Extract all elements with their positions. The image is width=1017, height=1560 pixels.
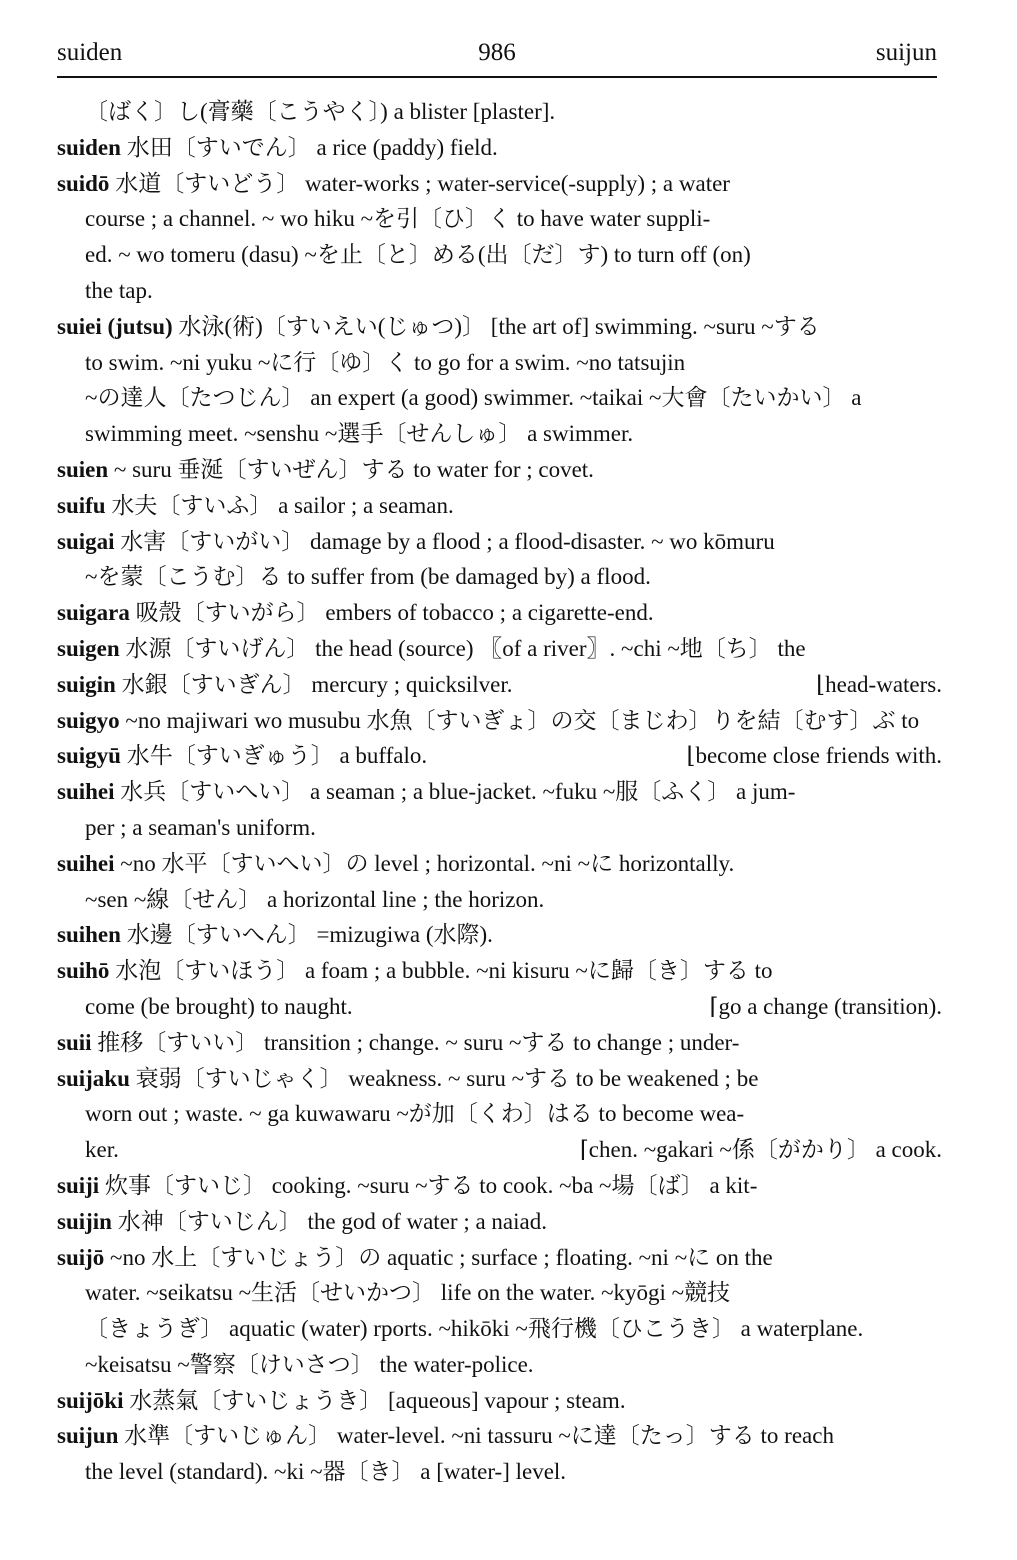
definition-text: 水銀〔すいぎん〕 mercury ; quicksilver. <box>115 671 513 697</box>
dictionary-entry-line <box>57 953 942 989</box>
definition-text: 〔きょうぎ〕 aquatic (water) rports. ~hikōki ~飛行機〔ひこうき〕 a waterplane. <box>85 1316 864 1342</box>
definition-text: 水邊〔すいへん〕 =mizugiwa (水際). <box>120 922 493 948</box>
definition-text: 水神〔すいじん〕 the god of water ; a naiad. <box>111 1208 547 1234</box>
definition-text: ~の達人〔たつじん〕 an expert (a good) swimmer. ~taikai ~大會〔たいかい〕 a <box>85 385 862 411</box>
dictionary-entry-line <box>57 1240 942 1276</box>
dictionary-entry-line <box>57 595 942 631</box>
page-number: 986 <box>478 39 516 66</box>
dictionary-entry-line <box>57 452 942 488</box>
headword: suiden <box>57 134 121 160</box>
continuation-line <box>57 94 942 130</box>
definition-text: ker. <box>85 1137 119 1163</box>
continuation-line <box>57 1275 942 1311</box>
definition-text: ~を蒙〔こうむ〕る to suffer from (be damaged by) a flood. <box>85 564 651 590</box>
header-first-word: suiden <box>57 39 123 66</box>
headword: suigai <box>57 528 115 554</box>
definition-text: to swim. ~ni yuku ~に行〔ゆ〕く to go for a swim. ~no tatsujin <box>85 349 686 375</box>
headword: suijō <box>57 1244 105 1270</box>
continuation-line <box>57 237 942 273</box>
headword: suiji <box>57 1172 100 1198</box>
definition-text: 水蒸氣〔すいじょうき〕 [aqueous] vapour ; steam. <box>123 1387 626 1413</box>
headword: suijun <box>57 1423 119 1449</box>
headword: suigyo <box>57 707 120 733</box>
definition-text: 水兵〔すいへい〕 a seaman ; a blue-jacket. ~fuku ~服〔ふく〕 a jum- <box>114 779 796 805</box>
definition-text: come (be brought) to naught. <box>85 993 353 1019</box>
definition-text: water. ~seikatsu ~生活〔せいかつ〕 life on the water. ~kyōgi ~競技 <box>85 1280 731 1306</box>
headword: suifu <box>57 492 106 518</box>
wrapped-fragment: ⌈go a change (transition). <box>709 993 942 1019</box>
continuation-line <box>57 380 942 416</box>
headword: suigen <box>57 635 120 661</box>
continuation-line <box>57 416 942 452</box>
continuation-line <box>57 1132 942 1168</box>
wrapped-fragment: ⌈chen. ~gakari ~係〔がかり〕 a cook. <box>579 1137 942 1163</box>
definition-text: ~ suru 垂涎〔すいぜん〕する to water for ; covet. <box>108 456 594 482</box>
definition-text: the level (standard). ~ki ~器〔き〕 a [water-] level. <box>85 1459 567 1485</box>
dictionary-entry-line <box>57 166 942 202</box>
dictionary-entry-line <box>57 1204 942 1240</box>
continuation-line <box>57 345 942 381</box>
definition-text: 推移〔すいい〕 transition ; change. ~ suru ~する to change ; under- <box>91 1029 740 1055</box>
dictionary-entry-line <box>57 309 942 345</box>
definition-text: 吸殼〔すいがら〕 embers of tobacco ; a cigarette-end. <box>129 600 654 626</box>
dictionary-entries <box>57 94 942 1490</box>
definition-text: ~sen ~線〔せん〕 a horizontal line ; the horizon. <box>85 886 545 912</box>
continuation-line <box>57 1311 942 1347</box>
headword: suijōki <box>57 1387 124 1413</box>
definition-text: 水泡〔すいほう〕 a foam ; a bubble. ~ni kisuru ~に歸〔き〕する to <box>109 958 773 984</box>
dictionary-entry-line <box>57 488 942 524</box>
definition-text: 水道〔すいどう〕 water-works ; water-service(-supply) ; a water <box>109 170 730 196</box>
continuation-line <box>57 559 942 595</box>
continuation-line <box>57 1454 942 1490</box>
headword: suihen <box>57 922 121 948</box>
dictionary-entry-line <box>57 524 942 560</box>
continuation-line <box>57 882 942 918</box>
definition-text: ed. ~ wo tomeru (dasu) ~を止〔と〕める(出〔だ〕す) to turn off (on) <box>85 242 751 268</box>
dictionary-entry-line <box>57 1383 942 1419</box>
definition-text: ~keisatsu ~警察〔けいさつ〕 the water-police. <box>85 1351 534 1377</box>
definition-text: course ; a channel. ~ wo hiku ~を引〔ひ〕く to have water suppli- <box>85 206 711 232</box>
dictionary-entry-line <box>57 1061 942 1097</box>
wrapped-fragment: ⌊become close friends with. <box>686 743 942 769</box>
definition-text: swimming meet. ~senshu ~選手〔せんしゅ〕 a swimmer. <box>85 421 634 447</box>
headword: suihō <box>57 958 110 984</box>
headword: suigin <box>57 671 116 697</box>
continuation-line <box>57 989 942 1025</box>
header-last-word: suijun <box>875 39 937 66</box>
headword: suigyū <box>57 743 121 769</box>
definition-text: 水害〔すいがい〕 damage by a flood ; a flood-disaster. ~ wo kōmuru <box>114 528 775 554</box>
definition-text: ~no majiwari wo musubu 水魚〔すいぎょ〕の交〔まじわ〕りを結〔むす〕ぶ to <box>119 707 920 733</box>
definition-text: 水牛〔すいぎゅう〕 a buffalo. <box>120 743 428 769</box>
dictionary-entry-line <box>57 1025 942 1061</box>
dictionary-entry-line <box>57 738 942 774</box>
headword: suidō <box>57 170 110 196</box>
wrapped-fragment: ⌊head-waters. <box>816 671 942 697</box>
page-header <box>57 36 937 78</box>
definition-text: 水源〔すいげん〕 the head (source) 〖of a river〗. ~chi ~地〔ち〕 the <box>119 635 806 661</box>
headword: suihei <box>57 779 115 805</box>
definition-text: 炊事〔すいじ〕 cooking. ~suru ~する to cook. ~ba ~場〔ば〕 a kit- <box>99 1172 758 1198</box>
definition-text: 〔ばく〕し(膏藥〔こうやく〕) a blister [plaster]. <box>85 99 556 124</box>
dictionary-entry-line <box>57 1168 942 1204</box>
definition-text: 水田〔すいでん〕 a rice (paddy) field. <box>120 134 498 160</box>
headword: suigara <box>57 600 130 626</box>
definition-text: ~no 水平〔すいへい〕の level ; horizontal. ~ni ~に horizontally. <box>114 850 735 876</box>
headword: suii <box>57 1029 92 1055</box>
dictionary-entry-line <box>57 631 942 667</box>
headword: suihei <box>57 850 115 876</box>
dictionary-entry-line <box>57 703 942 739</box>
dictionary-entry-line <box>57 846 942 882</box>
dictionary-entry-line <box>57 917 942 953</box>
definition-text: 衰弱〔すいじゃく〕 weakness. ~ suru ~する to be weakened ; be <box>129 1065 759 1091</box>
definition-text: 水夫〔すいふ〕 a sailor ; a seaman. <box>105 492 454 518</box>
definition-text: ~no 水上〔すいじょう〕の aquatic ; surface ; floating. ~ni ~に on the <box>104 1244 773 1270</box>
definition-text: per ; a seaman's uniform. <box>85 814 316 840</box>
definition-text: 水泳(術)〔すいえい(じゅつ)〕 [the art of] swimming. ~suru ~する <box>172 313 820 339</box>
definition-text: worn out ; waste. ~ ga kuwawaru ~が加〔くわ〕はる to become wea- <box>85 1101 745 1127</box>
dictionary-entry-line <box>57 667 942 703</box>
headword: suien <box>57 456 109 482</box>
dictionary-entry-line <box>57 774 942 810</box>
definition-text: the tap. <box>85 277 153 303</box>
headword: suijaku <box>57 1065 130 1091</box>
continuation-line <box>57 1096 942 1132</box>
definition-text: 水準〔すいじゅん〕 water-level. ~ni tassuru ~に達〔たっ〕する to reach <box>118 1423 834 1449</box>
continuation-line <box>57 1347 942 1383</box>
dictionary-entry-line <box>57 1418 942 1454</box>
continuation-line <box>57 273 942 309</box>
continuation-line <box>57 810 942 846</box>
continuation-line <box>57 201 942 237</box>
dictionary-entry-line <box>57 130 942 166</box>
headword: suiei (jutsu) <box>57 313 173 339</box>
headword: suijin <box>57 1208 112 1234</box>
